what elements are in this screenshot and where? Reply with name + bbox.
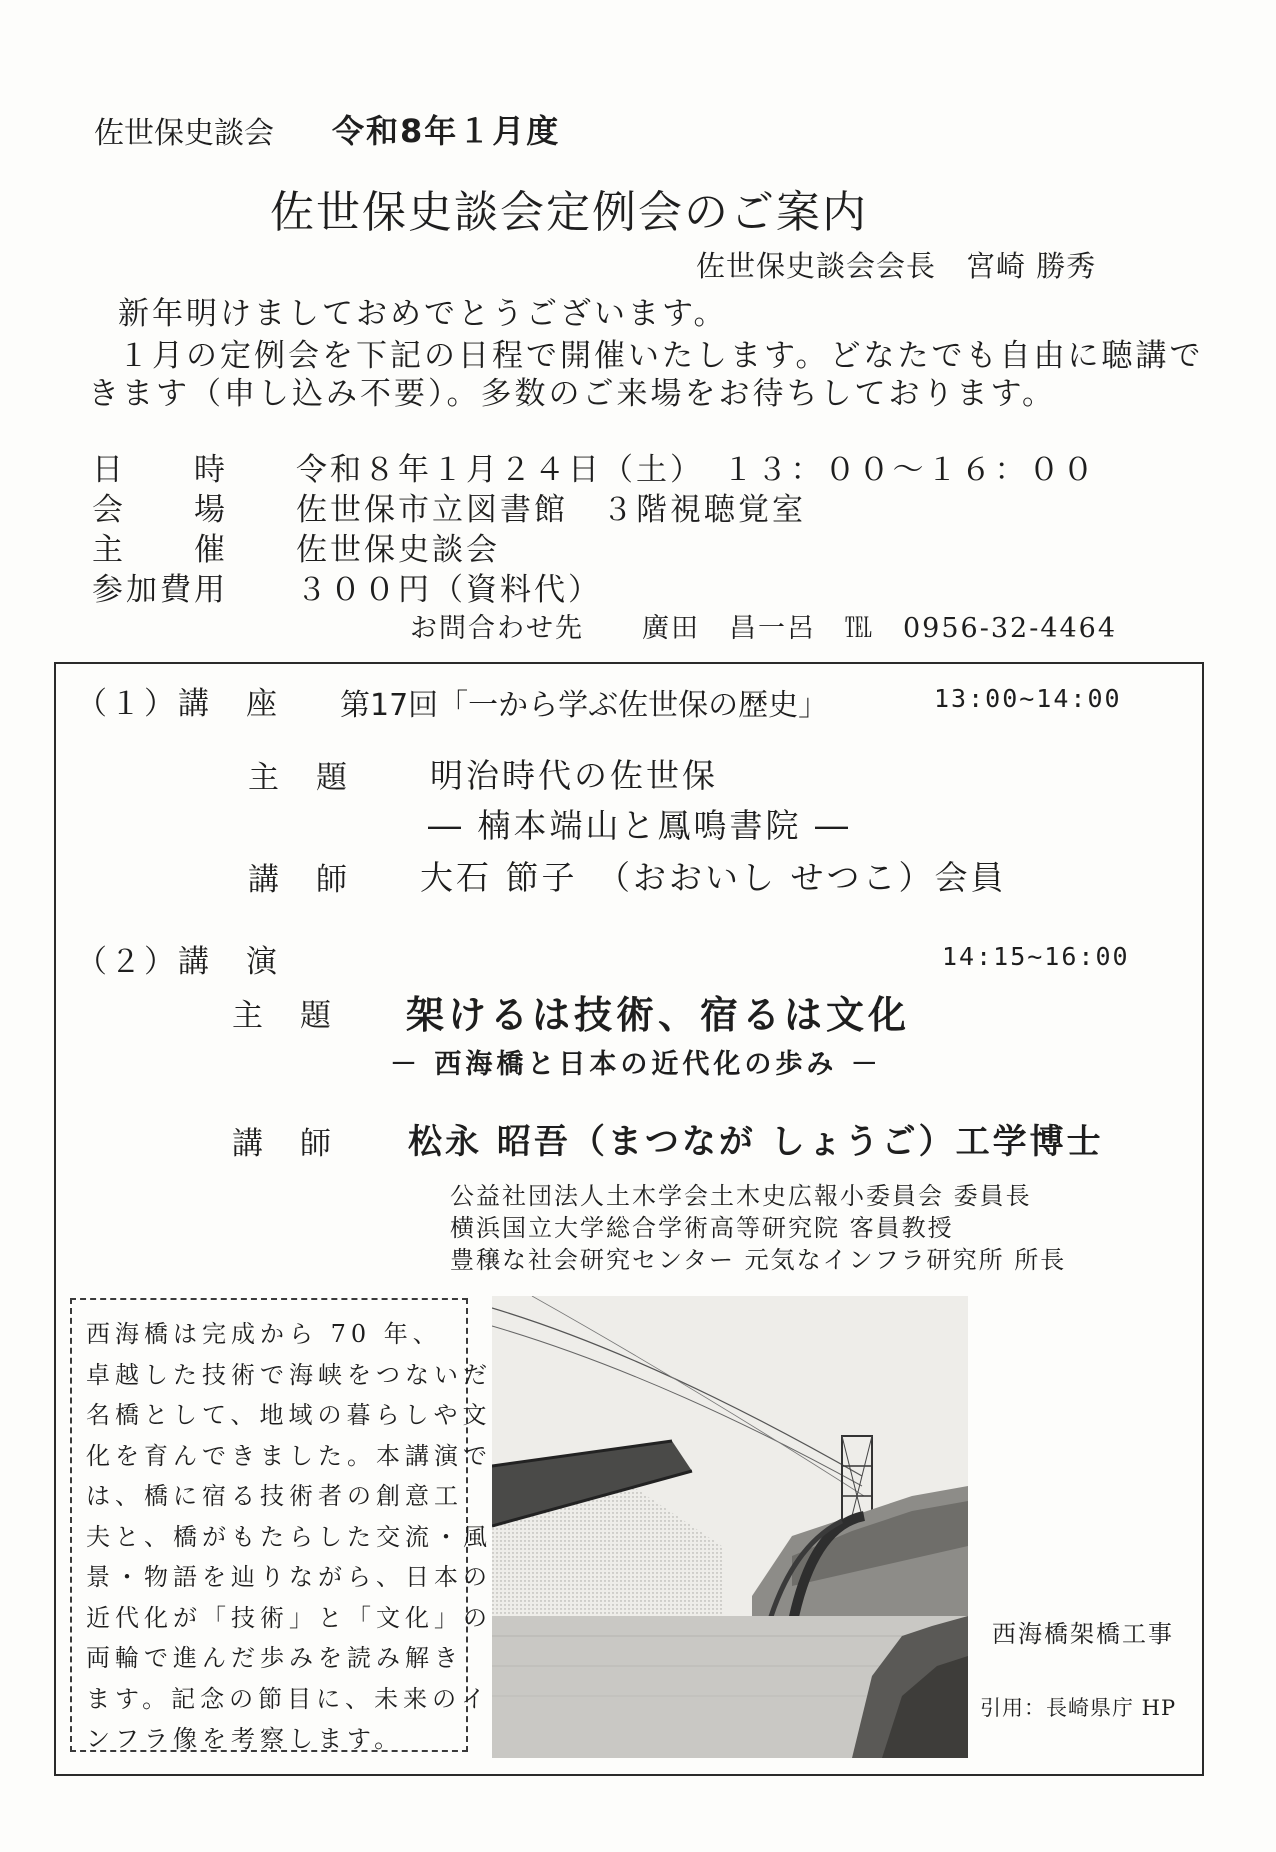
lecture1-subtitle: ― 楠本端山と鳳鳴書院 ― [428, 806, 851, 845]
lecture1-theme: 明治時代の佐世保 [430, 756, 718, 795]
greeting-line-3: きます（申し込み不要）。多数のご来場をお待ちしております。 [88, 376, 1057, 412]
lecture1-series: 第17回「一から学ぶ佐世保の歴史」 [340, 688, 829, 723]
datetime-label: 日 時 [92, 452, 228, 488]
organization-name: 佐世保史談会 [94, 116, 274, 151]
greeting-line-2: １月の定例会を下記の日程で開催いたします。どなたでも自由に聴講で [118, 338, 1204, 374]
description-line: 夫と、橋がもたらした交流・風 [86, 1522, 492, 1551]
lecture1-time: 13:00~14:00 [934, 684, 1122, 713]
datetime-value: 令和８年１月２４日（土） １３：００～１６：００ [296, 452, 1097, 488]
lecture2-theme: 架けるは技術、宿るは文化 [406, 992, 911, 1037]
description-line: 名橋として、地域の暮らしや文 [86, 1401, 492, 1429]
lecture2-theme-label: 主 題 [232, 998, 334, 1034]
lecture1-speaker: 大石 節子 （おおいし せつこ）会員 [420, 858, 1007, 897]
description-line: は、橋に宿る技術者の創意工 [86, 1482, 463, 1510]
affiliation-3: 豊穣な社会研究センター 元気なインフラ研究所 所長 [450, 1246, 1067, 1274]
description-line: ます。記念の節目に、未来のイ [86, 1684, 491, 1713]
chairperson: 佐世保史談会会長 宮崎 勝秀 [696, 249, 1097, 283]
greeting-line-1: 新年明けましておめでとうございます。 [118, 296, 728, 332]
lecture2-speaker-label: 講 師 [232, 1126, 334, 1162]
bridge-construction-photo [492, 1296, 968, 1758]
description-line: 西海橋は完成から 70 年、 [86, 1320, 442, 1348]
description-box [70, 1298, 492, 1753]
lecture2-heading: （２）講 演 [76, 944, 280, 980]
lecture2-time: 14:15~16:00 [942, 942, 1130, 971]
lecture1-speaker-label: 講 師 [248, 862, 350, 898]
contact-info: お問合わせ先 廣田 昌一呂 ℡ 0956-32-4464 [410, 613, 1118, 644]
fee-value: ３００円（資料代） [296, 572, 602, 608]
lecture1-theme-label: 主 題 [248, 760, 350, 796]
photo-credit: 引用：長崎県庁 HP [980, 1696, 1177, 1720]
description-line: 両輪で進んだ歩みを読み解き [86, 1644, 463, 1672]
host-label: 主 催 [92, 532, 228, 568]
photo-caption: 西海橋架橋工事 [992, 1620, 1174, 1648]
description-line: 化を育んできました。本講演で [86, 1441, 492, 1470]
lecture2-subtitle: － 西海橋と日本の近代化の歩み － [390, 1049, 882, 1080]
venue-value: 佐世保市立図書館 ３階視聴覚室 [296, 492, 806, 528]
lecture1-heading: （１）講 座 [76, 686, 280, 722]
affiliation-2: 横浜国立大学総合学術高等研究院 客員教授 [450, 1214, 954, 1242]
host-value: 佐世保史談会 [296, 532, 500, 568]
affiliation-1: 公益社団法人土木学会土木史広報小委員会 委員長 [450, 1182, 1032, 1210]
lecture2-speaker: 松永 昭吾（まつなが しょうご）工学博士 [408, 1122, 1104, 1162]
page-title: 佐世保史談会定例会のご案内 [270, 187, 868, 238]
fee-label: 参加費用 [92, 572, 228, 608]
issue-month: 令和8年１月度 [332, 112, 561, 150]
venue-label: 会 場 [92, 492, 228, 528]
description-line: 卓越した技術で海峡をつないだ [86, 1360, 492, 1389]
description-line: 近代化が「技術」と「文化」の [86, 1603, 492, 1632]
description-line: ンフラ像を考察します。 [86, 1725, 404, 1753]
description-line: 景・物語を辿りながら、日本の [86, 1563, 492, 1591]
